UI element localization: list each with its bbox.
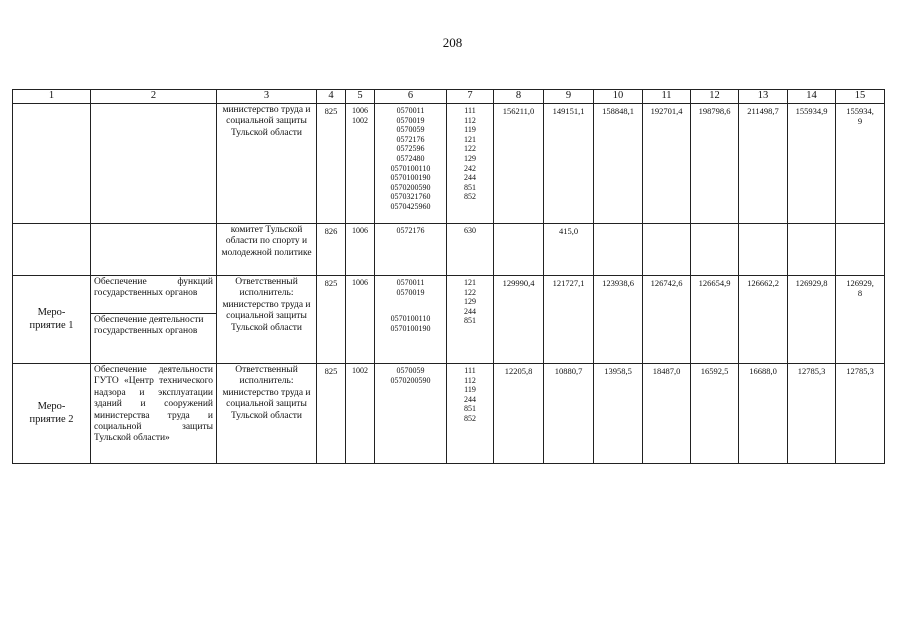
code-line: 0570100190 — [390, 173, 431, 183]
amount-cell: 156211,0 — [494, 104, 544, 224]
target-codes — [375, 276, 447, 364]
table-cell: 826 — [317, 224, 346, 276]
col-header: 2 — [91, 90, 217, 104]
amount-cell: 129990,4 — [494, 276, 544, 364]
table-row — [13, 104, 885, 224]
code-line: 0572176 — [396, 134, 425, 144]
section-codes: 1006 — [346, 276, 375, 364]
col-header: 4 — [317, 90, 346, 104]
col-header: 1 — [13, 90, 91, 104]
expense-codes — [447, 104, 494, 224]
amount-cell — [788, 224, 836, 276]
measure-label: Меро- приятие 2 — [13, 364, 91, 464]
table-cell: 825 — [317, 364, 346, 464]
amount-cell: 198798,6 — [691, 104, 739, 224]
code-line: 0570321760 — [390, 192, 431, 202]
code-line: 0570059 — [396, 366, 425, 375]
measure-label: Меро- приятие 1 — [13, 276, 91, 364]
executor-cell: Ответственный исполнитель: министерство труда и социальной защиты Тульской области — [217, 364, 317, 464]
expense-codes — [447, 364, 494, 464]
activity-cell: Обеспечение функций государственных органов — [91, 276, 217, 314]
target-codes-b — [376, 314, 445, 333]
code-line: 242 — [464, 163, 476, 173]
amount-cell: 126662,2 — [739, 276, 788, 364]
amount-cell: 121727,1 — [544, 276, 594, 364]
executor-cell: министерство труда и социальной защиты Тульской области — [217, 104, 317, 224]
col-header: 8 — [494, 90, 544, 104]
budget-table — [12, 89, 885, 464]
col-header: 5 — [346, 90, 375, 104]
code-line: 1002 — [352, 115, 368, 125]
amount-cell — [594, 224, 643, 276]
code-line: 129 — [464, 153, 476, 163]
table-row — [13, 364, 885, 464]
target-codes — [375, 104, 447, 224]
code-line: 0572596 — [396, 144, 425, 154]
amount-cell: 12205,8 — [494, 364, 544, 464]
code-line: 112 — [464, 115, 476, 125]
code-line: 851 — [464, 404, 476, 414]
amount-cell: 158848,1 — [594, 104, 643, 224]
amount-cell — [739, 224, 788, 276]
amount-cell: 12785,3 — [788, 364, 836, 464]
code-line: 111 — [464, 106, 476, 115]
col-header: 13 — [739, 90, 788, 104]
code-line: 121 — [464, 278, 476, 287]
expense-codes — [447, 276, 494, 364]
table-cell — [13, 224, 91, 276]
code-line: 0570011 — [396, 278, 425, 287]
code-line: 0570059 — [396, 125, 425, 135]
executor-cell: комитет Тульской области по спорту и молодежной политике — [217, 224, 317, 276]
code-line: 0570019 — [396, 115, 425, 125]
col-header: 14 — [788, 90, 836, 104]
code-line: 852 — [464, 413, 476, 423]
code-line: 0570100110 — [390, 163, 431, 173]
amount-cell: 155934, 9 — [836, 104, 885, 224]
amount-cell: 13958,5 — [594, 364, 643, 464]
amount-cell: 126654,9 — [691, 276, 739, 364]
amount-cell: 16688,0 — [739, 364, 788, 464]
executor-cell: Ответственный исполнитель: министерство труда и социальной защиты Тульской области — [217, 276, 317, 364]
table-row — [13, 224, 885, 276]
amount-cell: 16592,5 — [691, 364, 739, 464]
table-cell — [91, 104, 217, 224]
code-line: 111 — [464, 366, 476, 375]
page-number: 208 — [442, 35, 463, 50]
code-line: 852 — [464, 192, 476, 202]
amount-cell: 192701,4 — [643, 104, 691, 224]
code-line: 244 — [464, 173, 476, 183]
col-header: 7 — [447, 90, 494, 104]
code-line: 112 — [464, 375, 476, 385]
col-header: 9 — [544, 90, 594, 104]
code-line: 244 — [464, 306, 476, 316]
code-line: 119 — [464, 125, 476, 135]
amount-cell: 149151,1 — [544, 104, 594, 224]
amount-cell: 415,0 — [544, 224, 594, 276]
code-line: 0570011 — [396, 106, 425, 115]
amount-cell — [494, 224, 544, 276]
col-header: 12 — [691, 90, 739, 104]
code-line: 1006 — [352, 106, 368, 115]
target-codes: 0572176 — [375, 224, 447, 276]
amount-cell: 155934,9 — [788, 104, 836, 224]
amount-cell: 12785,3 — [836, 364, 885, 464]
section-codes — [346, 104, 375, 224]
target-codes — [375, 364, 447, 464]
table-cell: 825 — [317, 104, 346, 224]
amount-cell: 123938,6 — [594, 276, 643, 364]
amount-cell — [836, 224, 885, 276]
target-codes-a — [376, 278, 445, 297]
col-header: 6 — [375, 90, 447, 104]
amount-cell — [691, 224, 739, 276]
section-codes: 1006 — [346, 224, 375, 276]
code-line: 0570019 — [396, 287, 425, 297]
amount-cell: 126929,8 — [788, 276, 836, 364]
col-header: 11 — [643, 90, 691, 104]
table-cell — [91, 224, 217, 276]
table-cell: 825 — [317, 276, 346, 364]
code-line: 0570200590 — [390, 182, 431, 192]
code-line: 851 — [464, 316, 476, 326]
amount-cell: 18487,0 — [643, 364, 691, 464]
code-line: 122 — [464, 144, 476, 154]
code-line: 129 — [464, 297, 476, 307]
code-line: 119 — [464, 385, 476, 395]
code-line: 0570100190 — [390, 323, 431, 333]
code-line: 0570100110 — [390, 314, 431, 324]
amount-cell — [643, 224, 691, 276]
code-line: 0570425960 — [390, 201, 431, 211]
code-line: 121 — [464, 134, 476, 144]
col-header: 10 — [594, 90, 643, 104]
activity-cell: Обеспечение деятельности государственных органов — [91, 314, 217, 364]
code-line: 0570200590 — [390, 375, 431, 385]
code-line: 851 — [464, 182, 476, 192]
amount-cell: 10880,7 — [544, 364, 594, 464]
col-header: 15 — [836, 90, 885, 104]
code-line: 122 — [464, 287, 476, 297]
code-line: 244 — [464, 394, 476, 404]
amount-cell: 126929, 8 — [836, 276, 885, 364]
amount-cell: 126742,6 — [643, 276, 691, 364]
amount-cell: 211498,7 — [739, 104, 788, 224]
table-row — [13, 276, 885, 314]
expense-codes: 630 — [447, 224, 494, 276]
activity-cell: Обеспечение деятельности ГУТО «Центр технического надзора и эксплуатации зданий и сооружений министерства труда и социальной защиты Тульской области» — [91, 364, 217, 464]
code-line: 0572480 — [396, 153, 425, 163]
section-codes: 1002 — [346, 364, 375, 464]
col-header: 3 — [217, 90, 317, 104]
table-cell — [13, 104, 91, 224]
header-row — [13, 90, 885, 104]
